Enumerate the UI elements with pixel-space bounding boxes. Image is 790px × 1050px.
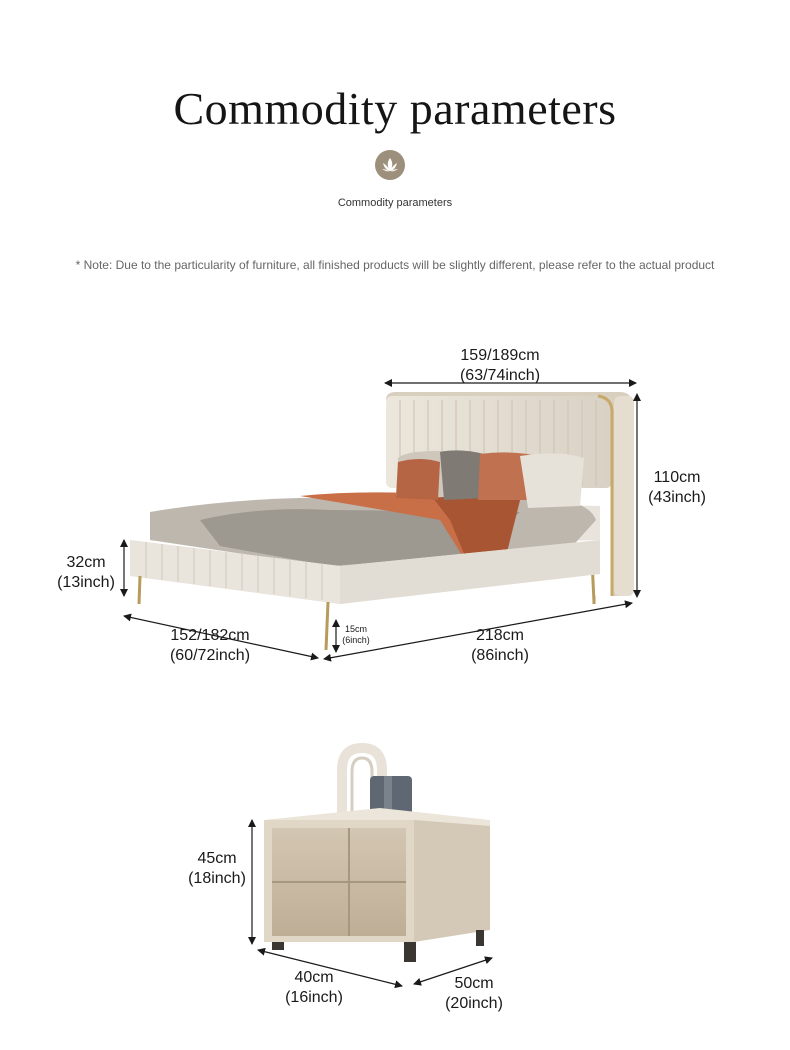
bed-width-label (430, 346, 570, 386)
nightstand-height-label (176, 849, 258, 889)
nightstand-height-inch: (18inch) (188, 870, 246, 887)
nightstand-height-cm: 45cm (197, 850, 237, 867)
bed-height-inch: (43inch) (648, 489, 706, 506)
bed-length-inch: (86inch) (471, 647, 529, 664)
nightstand-width-label (272, 968, 356, 1008)
page-title: Commodity parameters (173, 83, 617, 134)
section-subtitle: Commodity parameters (337, 197, 453, 209)
nightstand-depth-cm: 50cm (454, 975, 494, 992)
bed-illustration (130, 392, 634, 650)
nightstand-depth-label (432, 974, 516, 1014)
nightstand-depth-inch: (20inch) (445, 995, 503, 1012)
bed-frame-height-label (44, 553, 128, 593)
bed-height-cm: 110cm (653, 469, 701, 486)
bed-width-inch: (63/74inch) (459, 367, 541, 384)
bed-leg-cm: 15cm (344, 624, 367, 634)
bed-leg-label (336, 624, 376, 646)
bed-depth-cm: 152/182cm (170, 627, 250, 644)
bed-length-cm: 218cm (475, 627, 525, 644)
nightstand-width-inch: (16inch) (285, 989, 343, 1006)
disclaimer-note: * Note: Due to the particularity of furniture, all finished products will be slightly different, please refer to the actual product (75, 258, 715, 272)
bed-depth-inch: (60/72inch) (169, 647, 251, 664)
bed-leg-inch: (6inch) (342, 635, 370, 645)
bed-depth-label (150, 626, 270, 666)
bed-width-cm: 159/189cm (460, 347, 540, 364)
bed-length-label (456, 626, 544, 666)
nightstand-width-cm: 40cm (294, 969, 334, 986)
bed-frame-height-cm: 32cm (66, 554, 106, 571)
bed-frame-height-inch: (13inch) (57, 574, 115, 591)
nightstand-illustration (264, 748, 490, 962)
bed-height-label (636, 468, 718, 508)
